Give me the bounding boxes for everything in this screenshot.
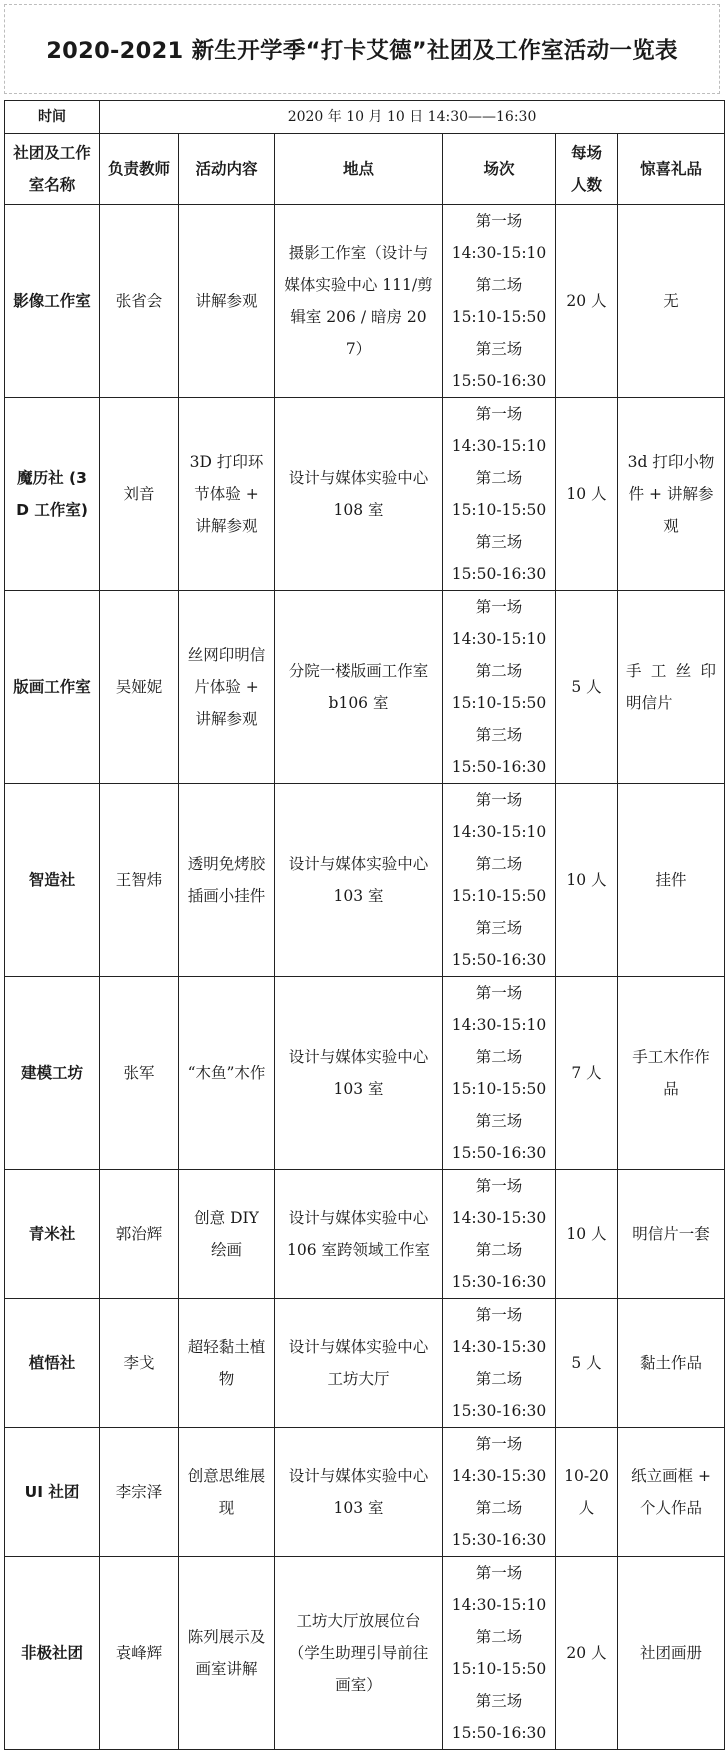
capacity: 20 人: [556, 1557, 618, 1750]
session-line: 第二场: [475, 1628, 523, 1646]
activity-content: “木鱼”木作: [179, 977, 275, 1170]
sessions: [443, 1299, 556, 1428]
session-line: 15:50-16:30: [451, 565, 547, 583]
session-line: 第二场: [475, 662, 523, 680]
capacity: 5 人: [556, 1299, 618, 1428]
sessions: [443, 205, 556, 398]
session-line: 15:10-15:50: [451, 501, 547, 519]
time-label: 时间: [5, 101, 100, 134]
teacher-name: 李宗泽: [100, 1428, 179, 1557]
activity-table: [4, 100, 725, 1750]
club-name: 植悟社: [5, 1299, 100, 1428]
session-line: 第一场: [475, 1435, 523, 1453]
session-line: 第二场: [475, 469, 523, 487]
venue: 设计与媒体实验中心 103 室: [275, 784, 443, 977]
session-line: 第二场: [475, 1241, 523, 1259]
session-line: 第三场: [475, 919, 523, 937]
club-name: 青米社: [5, 1170, 100, 1299]
session-line: 14:30-15:30: [451, 1338, 547, 1356]
table-body: [5, 205, 725, 1750]
sessions: [443, 784, 556, 977]
session-line: 第一场: [475, 212, 523, 230]
session-line: 15:50-16:30: [451, 951, 547, 969]
venue: 设计与媒体实验中心 108 室: [275, 398, 443, 591]
venue: 分院一楼版画工作室 b106 室: [275, 591, 443, 784]
header-cell: 惊喜礼品: [618, 134, 725, 205]
activity-content: 丝网印明信片体验 + 讲解参观: [179, 591, 275, 784]
session-line: 第三场: [475, 726, 523, 744]
table-row: [5, 398, 725, 591]
table-row: [5, 1170, 725, 1299]
gift: 黏土作品: [618, 1299, 725, 1428]
session-line: 15:10-15:50: [451, 1660, 547, 1678]
gift: 明信片一套: [618, 1170, 725, 1299]
table-row: [5, 1557, 725, 1750]
activity-content: 陈列展示及画室讲解: [179, 1557, 275, 1750]
session-line: 15:10-15:50: [451, 1080, 547, 1098]
session-line: 15:10-15:50: [451, 308, 547, 326]
page-title: 2020-2021 新生开学季“打卡艾德”社团及工作室活动一览表: [46, 38, 678, 64]
session-line: 第二场: [475, 276, 523, 294]
teacher-name: 郭治辉: [100, 1170, 179, 1299]
table-row: [5, 205, 725, 398]
session-line: 第三场: [475, 533, 523, 551]
activity-content: 讲解参观: [179, 205, 275, 398]
club-name: 版画工作室: [5, 591, 100, 784]
capacity: 10 人: [556, 784, 618, 977]
sessions: [443, 591, 556, 784]
club-name: UI 社团: [5, 1428, 100, 1557]
table-row: [5, 1299, 725, 1428]
session-line: 第三场: [475, 340, 523, 358]
session-line: 第一场: [475, 598, 523, 616]
session-line: 第一场: [475, 1564, 523, 1582]
header-row: [5, 134, 725, 205]
sessions: [443, 977, 556, 1170]
time-row: [5, 101, 725, 134]
activity-content: 3D 打印环节体验 + 讲解参观: [179, 398, 275, 591]
session-line: 15:30-16:30: [451, 1402, 547, 1420]
gift: 无: [618, 205, 725, 398]
table-row: [5, 977, 725, 1170]
gift: 纸立画框 + 个人作品: [618, 1428, 725, 1557]
table-row: [5, 784, 725, 977]
capacity: 10 人: [556, 1170, 618, 1299]
teacher-name: 袁峰辉: [100, 1557, 179, 1750]
activity-content: 创意 DIY 绘画: [179, 1170, 275, 1299]
session-line: 14:30-15:30: [451, 1467, 547, 1485]
gift: 挂件: [618, 784, 725, 977]
session-line: 15:50-16:30: [451, 1144, 547, 1162]
session-line: 14:30-15:10: [451, 1016, 547, 1034]
session-line: 第二场: [475, 855, 523, 873]
table-row: [5, 591, 725, 784]
activity-content: 透明免烤胶插画小挂件: [179, 784, 275, 977]
venue: 工坊大厅放展位台（学生助理引导前往画室）: [275, 1557, 443, 1750]
teacher-name: 张省会: [100, 205, 179, 398]
session-line: 14:30-15:10: [451, 630, 547, 648]
gift: 社团画册: [618, 1557, 725, 1750]
session-line: 14:30-15:10: [451, 823, 547, 841]
club-name: 建模工坊: [5, 977, 100, 1170]
session-line: 15:10-15:50: [451, 887, 547, 905]
teacher-name: 张军: [100, 977, 179, 1170]
sessions: [443, 1557, 556, 1750]
session-line: 14:30-15:10: [451, 437, 547, 455]
gift: 3d 打印小物件 + 讲解参观: [618, 398, 725, 591]
teacher-name: 刘音: [100, 398, 179, 591]
capacity: 20 人: [556, 205, 618, 398]
session-line: 15:50-16:30: [451, 758, 547, 776]
session-line: 第二场: [475, 1499, 523, 1517]
capacity: 5 人: [556, 591, 618, 784]
session-line: 第二场: [475, 1370, 523, 1388]
gift: 手工木作作品: [618, 977, 725, 1170]
session-line: 第一场: [475, 405, 523, 423]
session-line: 第一场: [475, 791, 523, 809]
time-value: 2020 年 10 月 10 日 14:30——16:30: [100, 101, 725, 134]
header-cell: 负责教师: [100, 134, 179, 205]
session-line: 第三场: [475, 1112, 523, 1130]
session-line: 15:30-16:30: [451, 1531, 547, 1549]
session-line: 第一场: [475, 1306, 523, 1324]
teacher-name: 李戈: [100, 1299, 179, 1428]
venue: 设计与媒体实验中心 106 室跨领域工作室: [275, 1170, 443, 1299]
table-row: [5, 1428, 725, 1557]
session-line: 14:30-15:30: [451, 1209, 547, 1227]
session-line: 第一场: [475, 984, 523, 1002]
session-line: 15:50-16:30: [451, 1724, 547, 1742]
venue: 设计与媒体实验中心 工坊大厅: [275, 1299, 443, 1428]
header-cell: 活动内容: [179, 134, 275, 205]
session-line: 15:10-15:50: [451, 694, 547, 712]
title-box: [4, 4, 720, 94]
activity-content: 创意思维展现: [179, 1428, 275, 1557]
session-line: 第二场: [475, 1048, 523, 1066]
capacity: 7 人: [556, 977, 618, 1170]
club-name: 非极社团: [5, 1557, 100, 1750]
header-cell: 社团及工作室名称: [5, 134, 100, 205]
venue: 设计与媒体实验中心 103 室: [275, 1428, 443, 1557]
header-cell: 每场人数: [556, 134, 618, 205]
teacher-name: 吴娅妮: [100, 591, 179, 784]
session-line: 第三场: [475, 1692, 523, 1710]
session-line: 15:30-16:30: [451, 1273, 547, 1291]
gift: 手 工 丝 印明信片: [618, 591, 725, 784]
activity-content: 超轻黏土植物: [179, 1299, 275, 1428]
sessions: [443, 398, 556, 591]
sessions: [443, 1428, 556, 1557]
sessions: [443, 1170, 556, 1299]
capacity: 10-20 人: [556, 1428, 618, 1557]
header-cell: 场次: [443, 134, 556, 205]
capacity: 10 人: [556, 398, 618, 591]
club-name: 影像工作室: [5, 205, 100, 398]
header-cell: 地点: [275, 134, 443, 205]
club-name: 智造社: [5, 784, 100, 977]
session-line: 第一场: [475, 1177, 523, 1195]
club-name: 魔历社 (3D 工作室): [5, 398, 100, 591]
venue: 设计与媒体实验中心 103 室: [275, 977, 443, 1170]
teacher-name: 王智炜: [100, 784, 179, 977]
session-line: 14:30-15:10: [451, 1596, 547, 1614]
venue: 摄影工作室（设计与媒体实验中心 111/剪辑室 206 / 暗房 207）: [275, 205, 443, 398]
session-line: 14:30-15:10: [451, 244, 547, 262]
session-line: 15:50-16:30: [451, 372, 547, 390]
